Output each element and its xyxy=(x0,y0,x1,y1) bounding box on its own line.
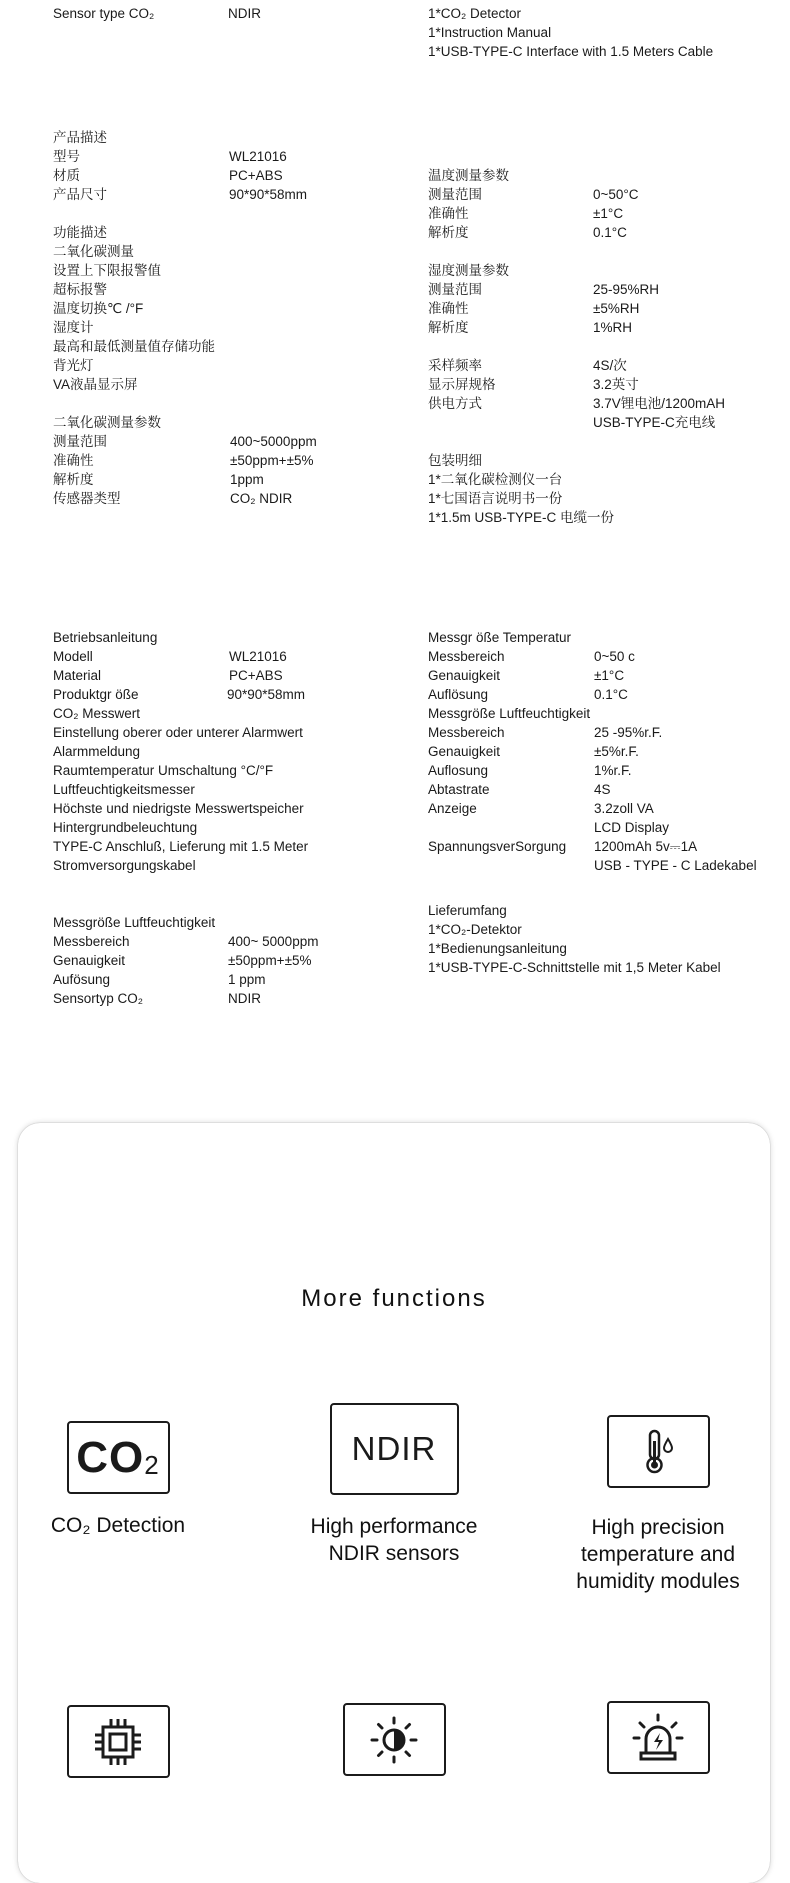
spec-key: 采样频率 xyxy=(428,358,482,373)
feature-item: 温度切换℃ /°F xyxy=(53,301,144,316)
spec-key: Abtastrate xyxy=(428,782,490,797)
spec-value: ±5%RH xyxy=(593,301,640,316)
spec-value: 1 ppm xyxy=(228,972,266,987)
package-item: 1*1.5m USB-TYPE-C 电缆一份 xyxy=(428,510,615,525)
section-heading: Lieferumfang xyxy=(428,903,507,918)
spec-value: USB-TYPE-C充电线 xyxy=(593,415,716,430)
spec-key: 解析度 xyxy=(428,225,469,240)
feature-item: 湿度计 xyxy=(53,320,94,335)
co2-icon-text: CO xyxy=(76,1432,145,1482)
de-left-column xyxy=(53,628,403,1008)
spec-key: Genauigkeit xyxy=(428,744,501,759)
package-item: 1*Bedienungsanleitung xyxy=(428,941,567,956)
card-title: More functions xyxy=(301,1285,487,1312)
spec-value: CO₂ NDIR xyxy=(230,491,293,506)
chip-icon xyxy=(67,1705,170,1778)
spec-key: 供电方式 xyxy=(428,396,482,411)
feature-ndir-sensor xyxy=(284,1403,504,1567)
spec-key: 材质 xyxy=(53,168,80,183)
spec-value: USB - TYPE - C Ladekabel xyxy=(594,858,757,873)
brightness-icon xyxy=(343,1703,446,1776)
spec-value: 0.1°C xyxy=(593,225,627,240)
feature-item: Alarmmeldung xyxy=(53,744,141,759)
spec-value: 1ppm xyxy=(230,472,264,487)
spec-key: Genauigkeit xyxy=(53,953,126,968)
feature-temp-humidity xyxy=(558,1411,758,1595)
spec-key: 准确性 xyxy=(53,453,94,468)
feature-item: Stromversorgungskabel xyxy=(53,858,196,873)
feature-label: CO₂ Detection xyxy=(50,1514,186,1537)
spec-key: 解析度 xyxy=(53,472,94,487)
spec-value: 25-95%RH xyxy=(593,282,660,297)
spec-key: SpannungsverSorgung xyxy=(428,839,567,854)
spec-key: Anzeige xyxy=(428,801,477,816)
en-sensor-row xyxy=(53,4,403,23)
package-item: 1*二氧化碳检测仪一台 xyxy=(428,472,563,487)
spec-value: 400~ 5000ppm xyxy=(228,934,319,949)
feature-item: 超标报警 xyxy=(53,282,107,297)
cn-left-column xyxy=(53,128,393,508)
spec-value: NDIR xyxy=(228,6,261,21)
co2-icon xyxy=(67,1421,170,1494)
spec-value: ±5%r.F. xyxy=(594,744,639,759)
spec-key: Auflösung xyxy=(428,687,489,702)
feature-item: TYPE-C Anschluß, Lieferung mit 1.5 Meter xyxy=(53,839,309,854)
feature-item: Hintergrundbeleuchtung xyxy=(53,820,198,835)
feature-item: Einstellung oberer oder unterer Alarmwert xyxy=(53,725,303,740)
section-heading: 湿度测量参数 xyxy=(428,263,509,278)
spec-value: 1%RH xyxy=(593,320,633,335)
spec-key: 测量范围 xyxy=(428,282,482,297)
section-heading: 包装明细 xyxy=(428,453,482,468)
spec-key: 准确性 xyxy=(428,206,469,221)
feature-sampling xyxy=(18,1698,218,1778)
spec-key: 测量范围 xyxy=(428,187,482,202)
spec-key: Messbereich xyxy=(428,649,505,664)
spec-key: Produktgr öße xyxy=(53,687,139,702)
spec-value: 25 -95%r.F. xyxy=(594,725,663,740)
spec-value: ±1°C xyxy=(593,206,624,221)
spec-key: 测量范围 xyxy=(53,434,107,449)
spec-value: 400~5000ppm xyxy=(230,434,317,449)
co2-icon-subscript: 2 xyxy=(144,1449,160,1480)
spec-key: Material xyxy=(53,668,102,683)
spec-value: 4S/次 xyxy=(593,358,627,373)
spec-key: 型号 xyxy=(53,149,80,164)
spec-value: 3.2英寸 xyxy=(593,377,639,392)
section-heading: 温度测量参数 xyxy=(428,168,509,183)
spec-value: NDIR xyxy=(228,991,261,1006)
spec-value: 4S xyxy=(594,782,611,797)
feature-co2-detection xyxy=(18,1411,218,1539)
spec-value: PC+ABS xyxy=(229,668,283,683)
spec-value: 0~50°C xyxy=(593,187,639,202)
section-heading: 功能描述 xyxy=(53,225,107,240)
section-heading: Messgröße Luftfeuchtigkeit xyxy=(53,915,216,930)
feature-item: VA液晶显示屏 xyxy=(53,377,138,392)
spec-key: Sensor type CO₂ xyxy=(53,6,155,21)
spec-value: LCD Display xyxy=(594,820,670,835)
cn-right-column xyxy=(428,166,768,527)
package-item: 1*CO₂-Detektor xyxy=(428,922,522,937)
alarm-icon xyxy=(607,1701,710,1774)
en-package-list xyxy=(428,4,713,61)
spec-value: ±1°C xyxy=(594,668,625,683)
package-item: 1*USB-TYPE-C-Schnittstelle mit 1,5 Meter Kabel xyxy=(428,960,721,975)
feature-item: Höchste und niedrigste Messwertspeicher xyxy=(53,801,304,816)
spec-key: 准确性 xyxy=(428,301,469,316)
spec-value: ±50ppm+±5% xyxy=(230,453,314,468)
feature-item: Raumtemperatur Umschaltung °C/°F xyxy=(53,763,274,778)
spec-key: Messbereich xyxy=(428,725,505,740)
spec-value: 90*90*58mm xyxy=(227,687,306,702)
section-heading: 二氧化碳测量参数 xyxy=(53,415,161,430)
section-heading: Messgröße Luftfeuchtigkeit xyxy=(428,706,591,721)
feature-item: 最高和最低测量值存储功能 xyxy=(53,339,215,354)
feature-item: 设置上下限报警值 xyxy=(53,263,161,278)
feature-item: 二氧化碳测量 xyxy=(53,244,134,259)
spec-key: Sensortyp CO₂ xyxy=(53,991,144,1006)
spec-value: WL21016 xyxy=(229,649,287,664)
feature-alarm xyxy=(558,1698,758,1774)
section-heading: Messgr öße Temperatur xyxy=(428,630,572,645)
ndir-icon-text: NDIR xyxy=(351,1430,437,1467)
more-functions-card xyxy=(18,1123,770,1883)
spec-key: Genauigkeit xyxy=(428,668,501,683)
spec-key: 传感器类型 xyxy=(53,491,121,506)
spec-value: 3.2zoll VA xyxy=(594,801,654,816)
spec-key: 产品尺寸 xyxy=(53,187,107,202)
spec-value: 0~50 c xyxy=(594,649,635,664)
feature-item: CO₂ Messwert xyxy=(53,706,140,721)
feature-brightness xyxy=(284,1698,504,1776)
package-item: 1*CO₂ Detector xyxy=(428,6,522,21)
feature-item: 背光灯 xyxy=(53,358,94,373)
spec-value: 1200mAh 5v⎓1A xyxy=(594,839,698,854)
spec-value: 90*90*58mm xyxy=(229,187,308,202)
spec-value: WL21016 xyxy=(229,149,287,164)
spec-value: 1%r.F. xyxy=(594,763,632,778)
spec-key: Aufösung xyxy=(53,972,111,987)
package-item: 1*Instruction Manual xyxy=(428,25,552,40)
section-heading: 产品描述 xyxy=(53,130,107,145)
spec-key: 显示屏规格 xyxy=(428,377,496,392)
feature-label: High performance NDIR sensors xyxy=(310,1515,478,1565)
feature-item: Luftfeuchtigkeitsmesser xyxy=(53,782,195,797)
section-heading: Betriebsanleitung xyxy=(53,630,158,645)
spec-value: 0.1°C xyxy=(594,687,628,702)
spec-value: ±50ppm+±5% xyxy=(228,953,312,968)
de-right-column xyxy=(428,628,778,977)
spec-key: Modell xyxy=(53,649,93,664)
spec-value: PC+ABS xyxy=(229,168,283,183)
package-item: 1*USB-TYPE-C Interface with 1.5 Meters Cable xyxy=(428,44,714,59)
spec-key: 解析度 xyxy=(428,320,469,335)
thermometer-icon xyxy=(607,1415,710,1488)
spec-key: Messbereich xyxy=(53,934,130,949)
package-item: 1*七国语言说明书一份 xyxy=(428,491,563,506)
spec-key: Auflosung xyxy=(428,763,489,778)
feature-label: High precision temperature and humidity modules xyxy=(576,1516,740,1593)
spec-value: 3.7V锂电池/1200mAH xyxy=(593,396,726,411)
ndir-icon xyxy=(330,1403,459,1495)
